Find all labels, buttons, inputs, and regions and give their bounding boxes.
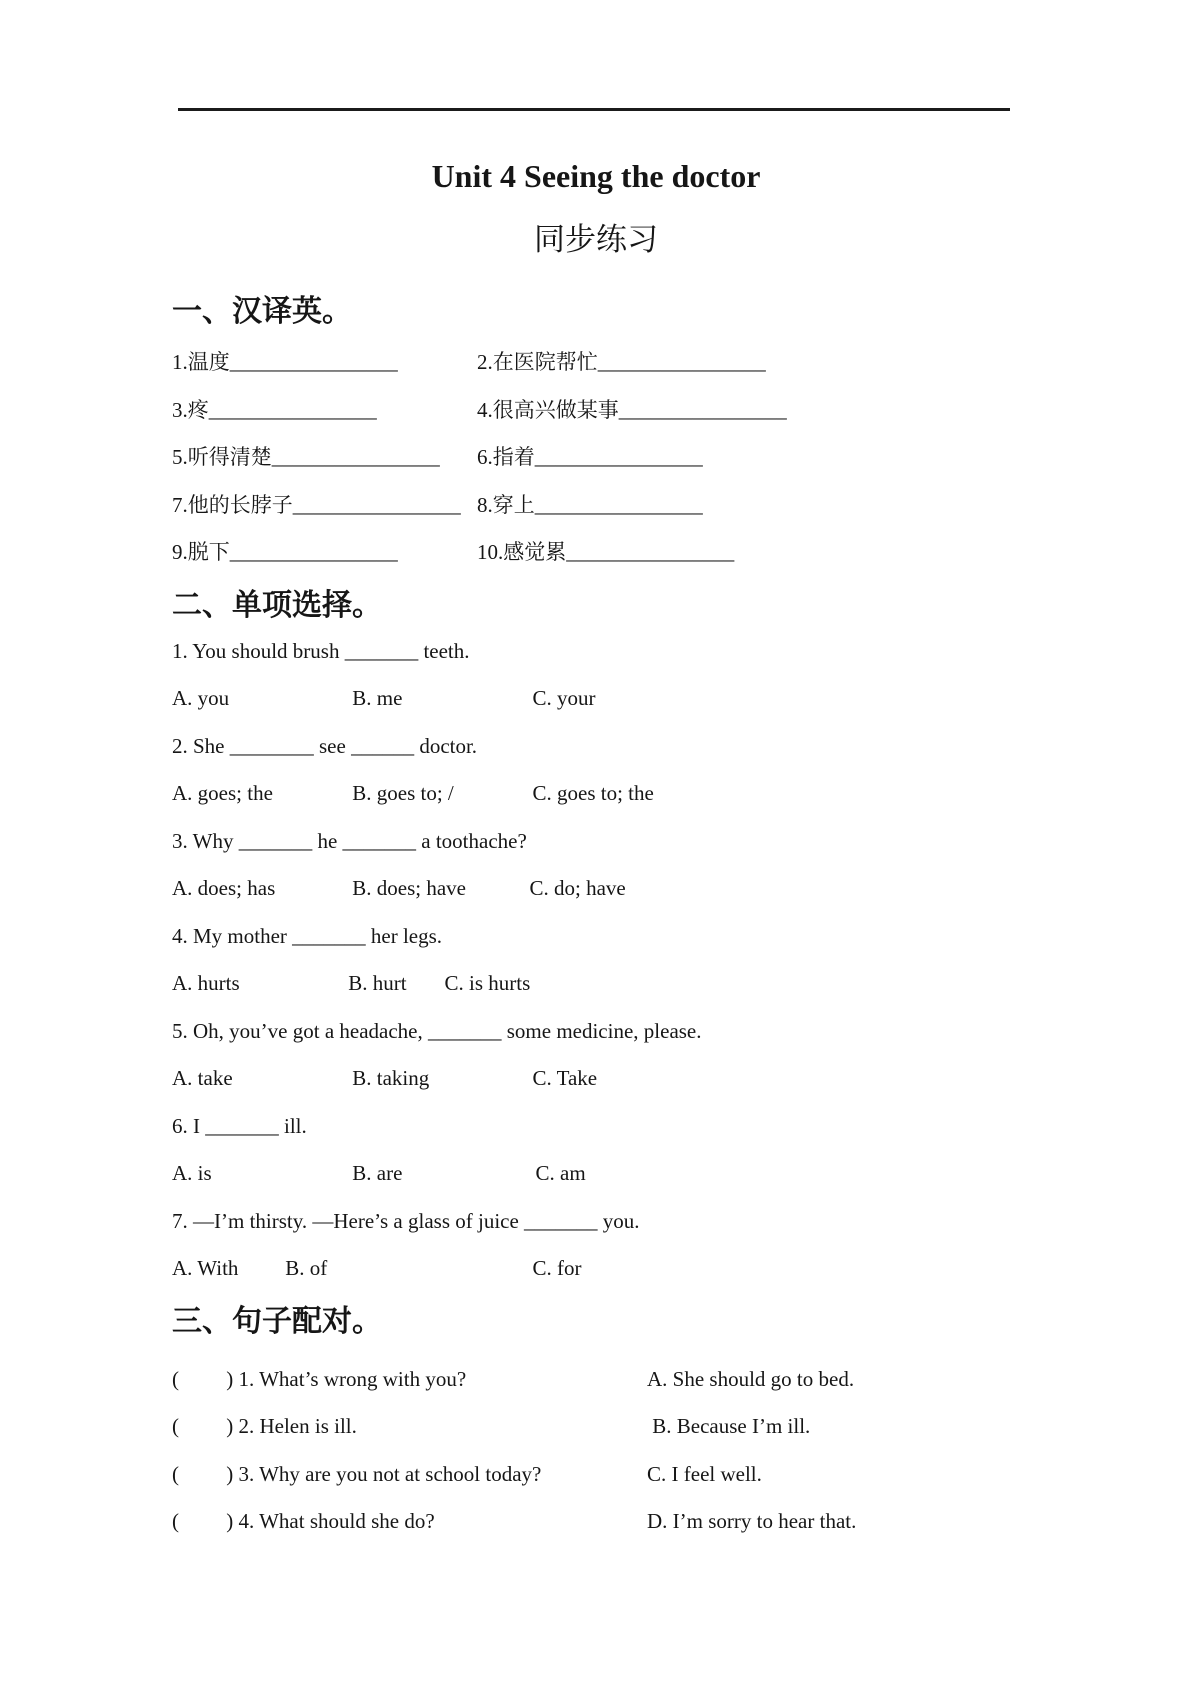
translation-item: 10.感觉累________________ [477, 540, 735, 564]
mc-option: A. With [172, 1256, 239, 1280]
match-answer: A. She should go to bed. [647, 1366, 855, 1391]
mc-option: A. you [172, 686, 230, 710]
translation-item: 3.疼________________ [172, 397, 377, 422]
translation-item: 9.脱下________________ [172, 540, 398, 564]
mc-question: 7. —I’m thirsty. —Here’s a glass of juice _______ you. [172, 1208, 640, 1233]
mc-option: B. goes to; / [352, 781, 454, 805]
translation-item: 2.在医院帮忙________________ [477, 350, 766, 374]
mc-option: C. is hurts [444, 971, 531, 995]
mc-option: A. take [172, 1066, 233, 1090]
mc-option: C. am [535, 1161, 586, 1185]
translation-item: 5.听得清楚________________ [172, 445, 440, 469]
translation-row [172, 492, 1020, 518]
translation-row [172, 349, 1020, 375]
section-heading-matching: 三、句子配对。 [172, 1304, 382, 1338]
mc-options-row [172, 1160, 1020, 1186]
section-heading-choice: 二、单项选择。 [172, 588, 382, 622]
mc-options-row [172, 970, 1020, 996]
mc-option: B. me [352, 686, 403, 710]
translation-row [172, 539, 1020, 565]
translation-item: 1.温度________________ [172, 350, 398, 374]
mc-question: 4. My mother _______ her legs. [172, 923, 443, 948]
translation-item: 7.他的长脖子________________ [172, 492, 461, 517]
mc-options-row [172, 1255, 1020, 1281]
mc-option: B. of [285, 1256, 328, 1280]
mc-question: 6. I _______ ill. [172, 1113, 307, 1138]
mc-options-row [172, 1065, 1020, 1091]
match-question: ( ) 1. What’s wrong with you? [172, 1366, 467, 1391]
match-question: ( ) 3. Why are you not at school today? [172, 1461, 542, 1486]
match-question: ( ) 2. Helen is ill. [172, 1414, 357, 1438]
mc-option: B. does; have [352, 876, 466, 900]
match-row [172, 1413, 1020, 1439]
mc-question: 2. She ________ see ______ doctor. [172, 733, 478, 758]
section-heading-translation: 一、汉译英。 [172, 295, 352, 328]
translation-item: 4.很高兴做某事________________ [477, 397, 787, 422]
translation-item: 6.指着________________ [477, 445, 703, 469]
translation-row [172, 397, 1020, 423]
mc-question: 1. You should brush _______ teeth. [172, 638, 470, 663]
mc-options-row [172, 780, 1020, 806]
mc-option: C. do; have [529, 876, 626, 900]
match-answer: C. I feel well. [647, 1461, 762, 1486]
mc-options-row [172, 685, 1020, 711]
mc-option: B. hurt [348, 971, 407, 995]
match-row [172, 1366, 1020, 1392]
mc-option: A. hurts [172, 971, 240, 995]
match-row [172, 1508, 1020, 1534]
mc-option: C. for [532, 1256, 582, 1280]
document-content [172, 0, 1020, 1556]
page-title: Unit 4 Seeing the doctor [431, 158, 761, 194]
match-answer: B. Because I’m ill. [647, 1414, 811, 1438]
match-row [172, 1461, 1020, 1487]
match-answer: D. I’m sorry to hear that. [647, 1509, 857, 1533]
mc-option: B. are [352, 1161, 403, 1185]
mc-option: C. goes to; the [532, 781, 654, 805]
translation-row [172, 444, 1020, 470]
match-question: ( ) 4. What should she do? [172, 1509, 435, 1533]
mc-option: A. does; has [172, 876, 276, 900]
mc-option: B. taking [352, 1066, 430, 1090]
mc-options-row [172, 875, 1020, 901]
mc-question: 3. Why _______ he _______ a toothache? [172, 828, 527, 853]
mc-option: C. Take [532, 1066, 598, 1090]
page-subtitle: 同步练习 [534, 222, 658, 257]
mc-option: A. is [172, 1161, 212, 1185]
mc-option: A. goes; the [172, 781, 273, 805]
mc-option: C. your [532, 686, 596, 710]
mc-question: 5. Oh, you’ve got a headache, _______ some medicine, please. [172, 1018, 702, 1043]
translation-item: 8.穿上________________ [477, 492, 703, 517]
